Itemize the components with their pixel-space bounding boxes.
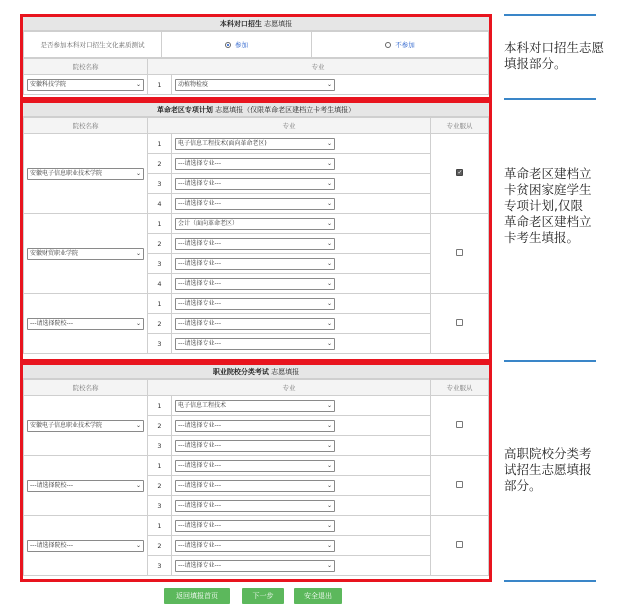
chevron-down-icon: ⌄ (135, 249, 141, 257)
obey-checkbox[interactable] (456, 481, 463, 488)
section-title: 职业院校分类考试 志愿填报 (23, 365, 489, 379)
col-obey-header: 专业服从 (431, 118, 489, 134)
radio-yes[interactable]: 参加 (162, 32, 312, 58)
major-select[interactable]: ---请选择专业--- ⌄ (175, 420, 335, 432)
obey-cell (431, 456, 489, 516)
obey-checkbox[interactable] (456, 421, 463, 428)
obey-cell (431, 516, 489, 576)
school-select[interactable]: 安徽科技学院 ⌄ (27, 79, 144, 91)
row-num: 2 (148, 476, 172, 496)
chevron-down-icon: ⌄ (326, 339, 332, 347)
school-select-cell (24, 294, 148, 354)
major-select[interactable]: ---请选择专业--- ⌄ (175, 460, 335, 472)
col-school-header: 院校名称 (24, 59, 148, 75)
major-select[interactable]: ---请选择专业--- ⌄ (175, 540, 335, 552)
major-select[interactable]: ---请选择专业--- ⌄ (175, 178, 335, 190)
col-school-header: 院校名称 (24, 118, 148, 134)
section-vocational (20, 362, 492, 582)
chevron-down-icon: ⌄ (326, 299, 332, 307)
table-row (24, 214, 489, 234)
row-num: 1 (148, 134, 172, 154)
school-select[interactable]: 安徽财贸职业学院 ⌄ (27, 248, 144, 260)
table-row (24, 456, 489, 476)
divider-line (504, 14, 596, 16)
radio-no-icon (385, 42, 391, 48)
row-num: 3 (148, 334, 172, 354)
school-select[interactable]: 安徽电子信息职业技术学院 ⌄ (27, 420, 144, 432)
chevron-down-icon: ⌄ (326, 501, 332, 509)
major-select[interactable]: ---请选择专业--- ⌄ (175, 158, 335, 170)
chevron-down-icon: ⌄ (326, 401, 332, 409)
row-num: 2 (148, 416, 172, 436)
school-select-cell (24, 75, 148, 95)
chevron-down-icon: ⌄ (326, 319, 332, 327)
school-select[interactable]: 安徽电子信息职业技术学院 ⌄ (27, 168, 144, 180)
major-select[interactable]: ---请选择专业--- ⌄ (175, 198, 335, 210)
row-num: 2 (148, 154, 172, 174)
row-num: 4 (148, 274, 172, 294)
major-select[interactable]: ---请选择专业--- ⌄ (175, 440, 335, 452)
divider-line (504, 98, 596, 100)
row-num: 3 (148, 556, 172, 576)
chevron-down-icon: ⌄ (326, 239, 332, 247)
obey-cell (431, 214, 489, 294)
major-select[interactable]: ---请选择专业--- ⌄ (175, 500, 335, 512)
col-obey-header: 专业服从 (431, 380, 489, 396)
school-select-cell (24, 214, 148, 294)
chevron-down-icon: ⌄ (326, 461, 332, 469)
chevron-down-icon: ⌄ (326, 179, 332, 187)
row-num: 1 (148, 214, 172, 234)
major-select[interactable]: ---请选择专业--- ⌄ (175, 520, 335, 532)
back-home-button[interactable]: 返回填报首页 (164, 588, 230, 604)
row-num: 1 (148, 396, 172, 416)
chevron-down-icon: ⌄ (326, 259, 332, 267)
chevron-down-icon: ⌄ (326, 279, 332, 287)
divider-line (504, 580, 596, 582)
obey-cell (431, 396, 489, 456)
table-row (24, 134, 489, 154)
col-major-header: 专业 (148, 118, 431, 134)
major-select[interactable]: ---请选择专业--- ⌄ (175, 318, 335, 330)
chevron-down-icon: ⌄ (326, 80, 332, 88)
school-select-cell (24, 396, 148, 456)
row-num: 4 (148, 194, 172, 214)
obey-checkbox[interactable] (456, 169, 463, 176)
section-revolutionary (20, 100, 492, 362)
next-step-button[interactable]: 下一步 (242, 588, 284, 604)
col-major-header: 专业 (148, 380, 431, 396)
row-num: 1 (148, 516, 172, 536)
chevron-down-icon: ⌄ (326, 219, 332, 227)
safe-exit-button[interactable]: 安全退出 (294, 588, 342, 604)
chevron-down-icon: ⌄ (326, 541, 332, 549)
row-num: 1 (148, 456, 172, 476)
row-num: 3 (148, 496, 172, 516)
divider-line (504, 360, 596, 362)
row-num: 3 (148, 254, 172, 274)
section-undergrad (20, 14, 492, 100)
section-title: 本科对口招生 志愿填报 (23, 17, 489, 31)
school-select-cell (24, 134, 148, 214)
row-num: 3 (148, 436, 172, 456)
major-select-cell (172, 75, 489, 95)
major-select[interactable]: ---请选择专业--- ⌄ (175, 278, 335, 290)
chevron-down-icon: ⌄ (135, 169, 141, 177)
row-num: 2 (148, 314, 172, 334)
note-revolutionary: 革命老区建档立卡贫困家庭学生专项计划,仅限革命老区建档立卡考生填报。 (504, 166, 592, 245)
school-select[interactable]: ---请选择院校--- ⌄ (27, 480, 144, 492)
chevron-down-icon: ⌄ (326, 441, 332, 449)
school-select-cell (24, 516, 148, 576)
major-select[interactable]: ---请选择专业--- ⌄ (175, 338, 335, 350)
major-select[interactable]: 电子信息工程技术(面向革命老区) ⌄ (175, 138, 335, 150)
major-select[interactable]: ---请选择专业--- ⌄ (175, 560, 335, 572)
table-row (24, 396, 489, 416)
obey-checkbox[interactable] (456, 249, 463, 256)
chevron-down-icon: ⌄ (135, 481, 141, 489)
major-select[interactable]: 会计（面向革命老区） ⌄ (175, 218, 335, 230)
chevron-down-icon: ⌄ (326, 481, 332, 489)
major-select[interactable]: 电子信息工程技术 ⌄ (175, 400, 335, 412)
major-select[interactable]: ---请选择专业--- ⌄ (175, 298, 335, 310)
chevron-down-icon: ⌄ (135, 541, 141, 549)
chevron-down-icon: ⌄ (135, 80, 141, 88)
school-select[interactable]: ---请选择院校--- ⌄ (27, 318, 144, 330)
table-row (24, 294, 489, 314)
question-label: 是否参加本科对口招生文化素质测试 (24, 32, 162, 58)
major-select[interactable]: ---请选择专业--- ⌄ (175, 480, 335, 492)
table-row (24, 516, 489, 536)
col-major-header: 专业 (148, 59, 489, 75)
chevron-down-icon: ⌄ (326, 159, 332, 167)
chevron-down-icon: ⌄ (135, 319, 141, 327)
chevron-down-icon: ⌄ (326, 521, 332, 529)
row-num: 2 (148, 536, 172, 556)
obey-cell (431, 294, 489, 354)
chevron-down-icon: ⌄ (326, 561, 332, 569)
major-select[interactable]: 动植物检疫 ⌄ (175, 79, 335, 91)
school-select-cell (24, 456, 148, 516)
note-undergrad: 本科对口招生志愿填报部分。 (504, 40, 605, 71)
obey-checkbox[interactable] (456, 541, 463, 548)
row-num: 3 (148, 174, 172, 194)
obey-checkbox[interactable] (456, 319, 463, 326)
chevron-down-icon: ⌄ (135, 421, 141, 429)
row-num: 2 (148, 234, 172, 254)
major-select[interactable]: ---请选择专业--- ⌄ (175, 238, 335, 250)
major-select[interactable]: ---请选择专业--- ⌄ (175, 258, 335, 270)
section-title: 革命老区专项计划 志愿填报（仅限革命老区建档立卡考生填报） (23, 103, 489, 117)
chevron-down-icon: ⌄ (326, 199, 332, 207)
school-select[interactable]: ---请选择院校--- ⌄ (27, 540, 144, 552)
row-num: 1 (148, 294, 172, 314)
chevron-down-icon: ⌄ (326, 139, 332, 147)
col-school-header: 院校名称 (24, 380, 148, 396)
note-vocational: 高职院校分类考试招生志愿填报部分。 (504, 446, 592, 493)
radio-no[interactable]: 不参加 (312, 32, 489, 58)
row-num: 1 (148, 75, 172, 95)
radio-yes-icon (225, 42, 231, 48)
chevron-down-icon: ⌄ (326, 421, 332, 429)
obey-cell (431, 134, 489, 214)
